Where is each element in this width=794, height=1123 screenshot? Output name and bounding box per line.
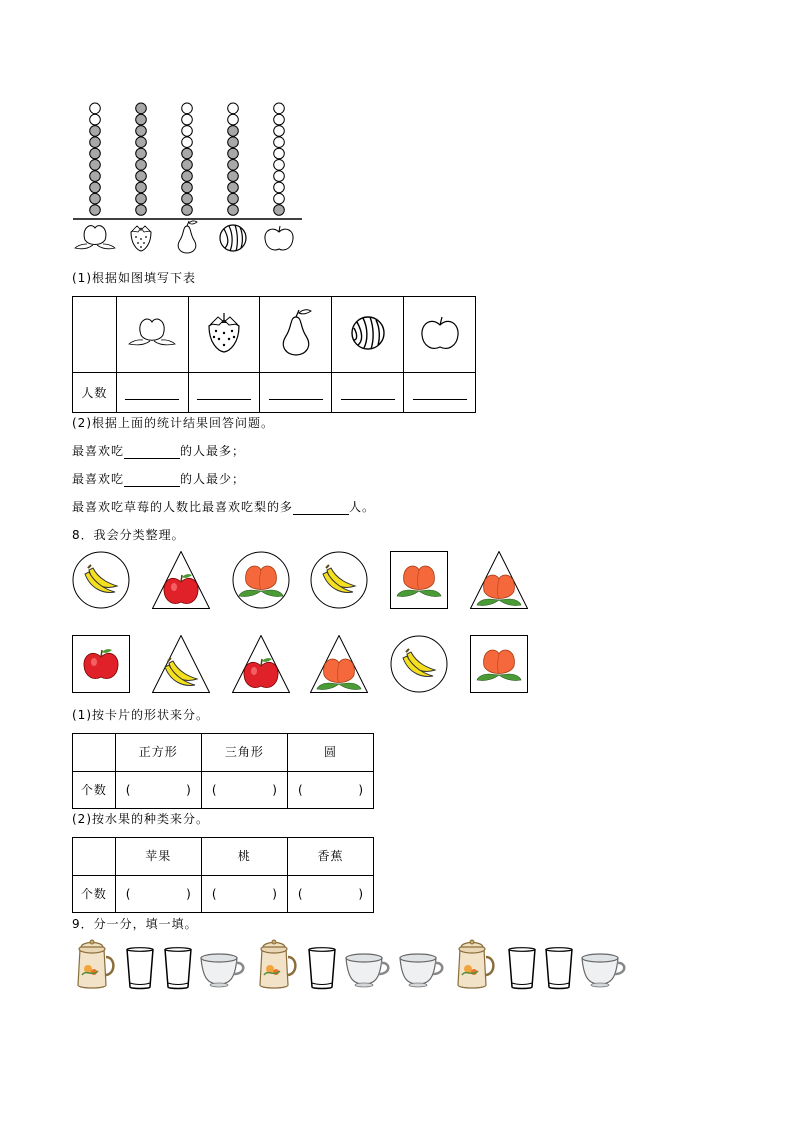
bead-empty-pear [182,114,193,125]
circle-card-banana[interactable] [310,551,368,609]
row-label-count: 个数 [73,771,116,809]
table-header-strawberry [188,297,260,373]
strawberry-icon [204,311,244,355]
bead-empty-pear [182,103,193,114]
answer-pear[interactable] [260,373,332,413]
bead-filled-apple [274,205,285,216]
bead-filled-watermelon [228,160,239,171]
answer-strawberry[interactable] [188,373,260,413]
fruit-count-table [72,296,476,413]
answer-square-count[interactable]: ( ) [115,771,201,809]
watermelon-icon [348,313,388,353]
table-header-pear [260,297,332,373]
bead-filled-strawberry [136,171,147,182]
answer-difference[interactable] [293,502,349,515]
mug-icon [254,939,300,995]
bead-filled-watermelon [228,193,239,204]
bead-empty-apple [274,160,285,171]
bead-empty-apple [274,137,285,148]
table-header-watermelon [332,297,404,373]
header-square: 正方形 [115,734,201,772]
cup-icon [398,950,446,994]
q7-sentence-least: 最喜欢吃 的人最少； [72,472,246,486]
circle-card-banana[interactable] [390,635,448,693]
shape-count-table [72,733,374,809]
answer-apple[interactable] [404,373,476,413]
glass-icon [543,947,575,995]
header-apple: 苹果 [115,838,201,876]
cup-icon [199,950,247,994]
bead-empty-watermelon [228,103,239,114]
fruit-type-table [72,837,374,913]
pear-icon [178,221,197,253]
square-card-peach[interactable] [390,551,448,609]
row-label-count: 个数 [73,875,116,913]
header-banana: 香蕉 [287,838,373,876]
bead-filled-peach [90,171,101,182]
bead-empty-pear [182,137,193,148]
pear-icon [276,307,316,359]
bead-empty-apple [274,182,285,193]
answer-watermelon[interactable] [332,373,404,413]
bead-empty-pear [182,126,193,137]
apple-icon [265,226,293,250]
answer-apple-count[interactable]: ( ) [115,875,201,913]
circle-card-banana[interactable] [72,551,130,609]
q9-title: 9．分一分，填一填。 [72,917,198,931]
square-card-apple[interactable] [72,635,130,693]
bead-empty-peach [90,114,101,125]
circle-card-peach[interactable] [232,551,290,609]
bead-filled-peach [90,205,101,216]
peach-icon [127,316,177,350]
bead-filled-pear [182,171,193,182]
bead-filled-strawberry [136,205,147,216]
bead-filled-peach [90,182,101,193]
bead-empty-apple [274,114,285,125]
bead-filled-strawberry [136,182,147,193]
bead-filled-strawberry [136,193,147,204]
bead-filled-strawberry [136,114,147,125]
q7-part1: (1)根据如图填写下表 [72,271,196,285]
answer-triangle-count[interactable]: ( ) [201,771,287,809]
glass-icon [124,947,156,995]
table-header-peach [116,297,188,373]
bead-filled-strawberry [136,126,147,137]
mug-icon [452,939,498,995]
bead-filled-peach [90,193,101,204]
table-corner [73,297,117,373]
bead-empty-peach [90,103,101,114]
bead-filled-peach [90,160,101,171]
bead-filled-watermelon [228,137,239,148]
bead-filled-pear [182,160,193,171]
square-card-peach[interactable] [470,635,528,693]
apple-icon [420,313,460,353]
answer-peach[interactable] [116,373,188,413]
bead-filled-pear [182,193,193,204]
glass-icon [162,947,194,995]
triangle-card-peach[interactable] [470,551,528,609]
bead-empty-apple [274,193,285,204]
header-peach: 桃 [201,838,287,876]
bead-filled-strawberry [136,160,147,171]
answer-banana-count[interactable]: ( ) [287,875,373,913]
bead-filled-pear [182,182,193,193]
strawberry-icon [131,226,151,251]
triangle-card-banana[interactable] [152,635,210,693]
answer-circle-count[interactable]: ( ) [287,771,373,809]
triangle-card-peach[interactable] [310,635,368,693]
bead-empty-apple [274,148,285,159]
bead-filled-peach [90,148,101,159]
watermelon-icon [220,225,246,251]
header-triangle: 三角形 [201,734,287,772]
cup-icon [344,950,392,994]
row-label-people: 人数 [73,373,117,413]
q8-part2: (2)按水果的种类来分。 [72,812,209,826]
q7-sentence-difference: 最喜欢吃草莓的人数比最喜欢吃梨的多 人。 [72,500,376,514]
bead-filled-watermelon [228,205,239,216]
bead-filled-watermelon [228,182,239,193]
cup-icon [580,950,628,994]
glass-icon [506,947,538,995]
bead-empty-watermelon [228,114,239,125]
glass-icon [306,947,338,995]
bead-chart [70,100,310,260]
bead-filled-strawberry [136,103,147,114]
q7-sentence-most: 最喜欢吃 的人最多； [72,444,246,458]
q8-part1: (1)按卡片的形状来分。 [72,708,209,722]
answer-most[interactable] [124,446,180,459]
triangle-card-apple[interactable] [232,635,290,693]
table-corner [73,734,116,772]
bead-filled-strawberry [136,148,147,159]
triangle-card-apple[interactable] [152,551,210,609]
header-circle: 圆 [287,734,373,772]
bead-filled-peach [90,126,101,137]
mug-icon [72,939,118,995]
bead-empty-apple [274,171,285,182]
peach-icon [75,226,115,249]
q8-title: 8．我会分类整理。 [72,528,185,542]
bead-filled-watermelon [228,171,239,182]
answer-peach-count[interactable]: ( ) [201,875,287,913]
bead-filled-pear [182,148,193,159]
bead-filled-strawberry [136,137,147,148]
answer-least[interactable] [124,474,180,487]
q7-part2: (2)根据上面的统计结果回答问题。 [72,416,274,430]
table-corner [73,838,116,876]
bead-empty-apple [274,126,285,137]
table-header-apple [404,297,476,373]
bead-empty-apple [274,103,285,114]
bead-filled-watermelon [228,126,239,137]
bead-filled-watermelon [228,148,239,159]
bead-filled-pear [182,205,193,216]
bead-filled-peach [90,137,101,148]
